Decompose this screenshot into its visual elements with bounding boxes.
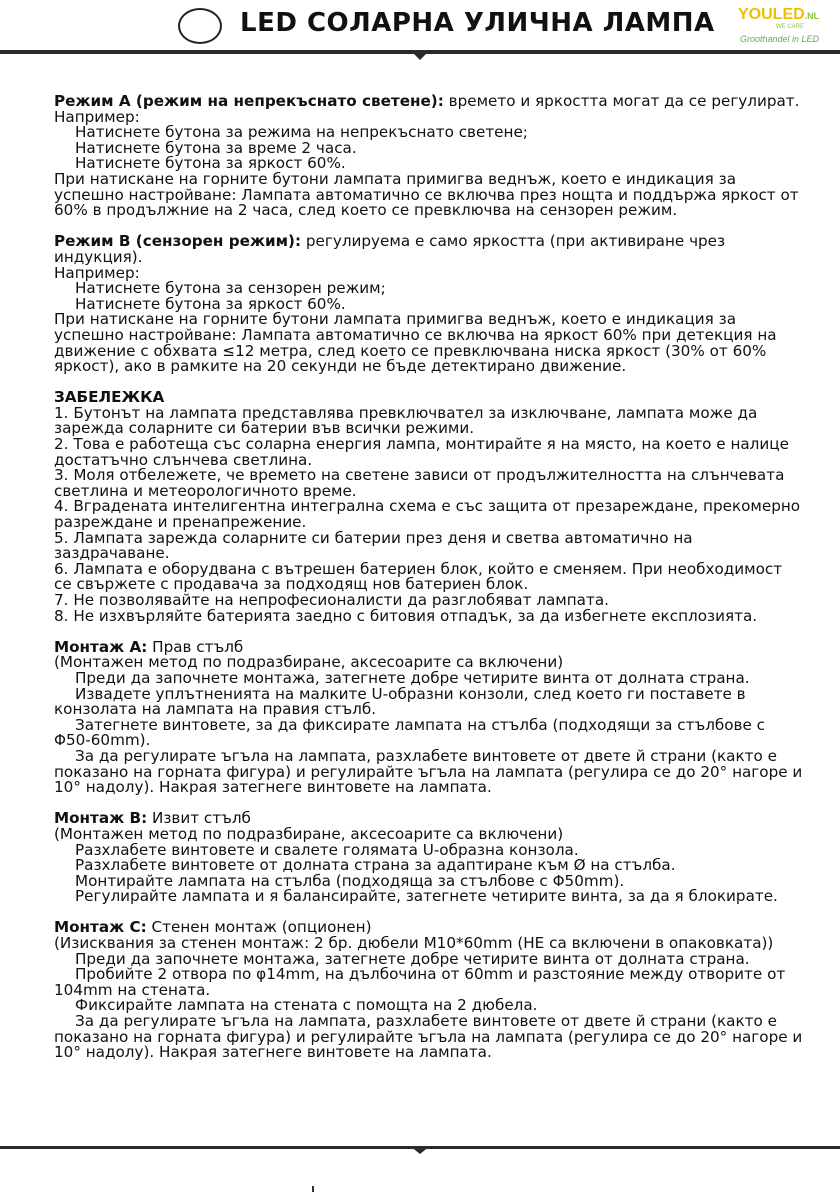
mode-a-example-label: Например:: [54, 107, 140, 126]
mount-c-step: [54, 1014, 804, 1061]
mode-b-example-label: Например:: [54, 263, 140, 282]
note-item: 2. Това е работеща със соларна енергия лампа, монтирайте я на място, на което е налице достатъчно слънчева светлина.: [54, 435, 789, 469]
note-item: 1. Бутонът на лампата представлява превключвател за изключване, лампата може да зарежда соларните си батерии във всички режими.: [54, 403, 758, 438]
mount-a-step: [54, 715, 804, 750]
mode-a-intro: [54, 94, 804, 110]
mount-a-step: [54, 684, 804, 719]
mode-a-result: При натискане на горните бутони лампата примигва веднъж, което е индикация за успешно настройване: Лампата автоматично се включва през нощта и поддържа яркост от 60% в продължние на 2 часа, след което се превключва на сензорен режим.: [54, 169, 799, 220]
mode-b-intro: [54, 234, 804, 265]
mount-b-heading: Монтаж В:: [54, 809, 148, 828]
mode-a-intro-text: времето и яркостта могат да се регулират.: [443, 92, 800, 110]
logo-wordmark: [738, 6, 819, 24]
youled-logo: [738, 4, 834, 48]
note-item: 6. Лампата е оборудвана с вътрешен батериен блок, който е сменяем. При необходимост се свържете с продавача за подходящ нов батериен блок.: [54, 559, 783, 594]
mount-c-step: Фиксирайте лампата на стената с помощта на 2 дюбела.: [75, 996, 538, 1015]
oval-mark: [178, 8, 222, 44]
note-item: 7. Не позволявайте на непрофесионалисти да разглобяват лампата.: [54, 591, 609, 609]
mode-a-step: Натиснете бутона за яркост 60%.: [75, 154, 346, 173]
note-item: 3. Моля отбележете, че времето на светене зависи от продължителността на слънчевата светлина и метеорологичното време.: [54, 466, 785, 500]
mount-b-step: Разхлабете винтовете и свалете голямата U-образна конзола.: [75, 840, 579, 859]
mode-b-intro-text: регулируема е само яркостта (при активиране чрез индукция).: [54, 232, 726, 266]
notes-heading: ЗАБЕЛЕЖКА: [54, 388, 165, 407]
header-notch: [410, 50, 430, 60]
logo-tld: .NL: [804, 11, 820, 21]
mode-a-step: Натиснете бутона за време 2 часа.: [75, 138, 357, 157]
logo-name: YOULED: [738, 6, 805, 23]
page-title: LED СОЛАРНА УЛИЧНА ЛАМПА: [240, 8, 715, 38]
mount-c-method: (Изисквания за стенен монтаж: 2 бр. дюбели M10*60mm (НЕ са включени в опаковката)): [54, 934, 774, 953]
mount-b-step-text: Регулирайте лампата и я балансирайте, затегнете четирите винта, за да я блокирате.: [75, 887, 778, 906]
mode-b-result: При натискане на горните бутони лампата примигва веднъж, което е индикация за успешно настройване: Лампата автоматично се включва на яркост 60% при детекция на движение с обхвата ≤12 метра, след което се превключвана ниска яркост (30% от 60% яркост), ако в рамките на 20 секунди не бъде детектирано движение.: [54, 310, 777, 376]
mount-b-step: [54, 889, 804, 905]
note-item: 5. Лампата зарежда соларните си батерии през деня и светва автоматично на заздрачаване.: [54, 528, 693, 563]
note-item: 4. Вградената интелигентна интегрална схема е със защита от презареждане, прекомерно разреждане и пренапрежение.: [54, 497, 801, 532]
mode-b-step: Натиснете бутона за яркост 60%.: [75, 294, 346, 313]
mount-c-step-text: За да регулирате ъгъла на лампата, разхлабете винтовете от двете й страни (както е показано на горната фигура) и регулирайте ъгъла на лампата (регулира се до 20° нагоре и 10° надолу). Накрая затегнеге винтовете на лампата.: [54, 1012, 803, 1062]
mount-c-step: Преди да започнете монтажа, затегнете добре четирите винта от долната страна.: [75, 949, 750, 968]
page-header: [0, 0, 840, 56]
mount-b-step: Монтирайте лампата на стълба (подходяща за стълбове с Φ50mm).: [75, 871, 625, 890]
mount-a-heading: Монтаж А:: [54, 637, 148, 656]
mount-a-step-text: Затегнете винтовете, за да фиксирате лампата на стълба (подходящи за стълбове с Φ50-60mm).: [54, 715, 766, 750]
mount-a-step-text: За да регулирате ъгъла на лампата, разхлабете винтовете от двете й страни (както е показано на горната фигура) и регулирайте ъгъла на лампата (регулира се до 20° нагоре и 10° надолу). Накрая затегнеге винтовете на лампата.: [54, 746, 803, 797]
mount-b-step: Разхлабете винтовете от долната страна за адаптиране към Ø на стълба.: [75, 856, 676, 875]
logo-tagline: Groothandel in LED: [740, 34, 820, 44]
mount-a-step-text: Преди да започнете монтажа, затегнете добре четирите винта от долната страна.: [75, 668, 750, 687]
document-body: [54, 94, 804, 1061]
note-item: 8. Не изхвърляйте батерията заедно с битовия отпадък, за да избегнете експлозията.: [54, 606, 758, 625]
mount-a-subtitle: Прав стълб: [147, 637, 244, 656]
page-tick-mark: [312, 1186, 314, 1192]
mode-b-step: Натиснете бутона за сензорен режим;: [75, 279, 386, 298]
mount-c-subtitle: Стенен монтаж (опционен): [146, 918, 372, 937]
mount-a-method: (Монтажен метод по подразбиране, аксесоарите са включени): [54, 653, 564, 672]
logo-care: WE CARE: [776, 24, 805, 30]
mount-c-step: [54, 967, 804, 998]
mount-a-step-text: Извадете уплътненията на малките U-образни конзоли, след което ги поставете в конзолата на лампата на правия стълб.: [54, 684, 746, 719]
mount-c-step-text: Пробийте 2 отвора по φ14mm, на дълбочина от 60mm и разстояние между отворите от 104mm на стената.: [54, 965, 786, 999]
mode-b-heading: Режим В (сензорен режим):: [54, 232, 302, 251]
mode-a-step: Натиснете бутона за режима на непрекъснато светене;: [75, 123, 528, 142]
mode-a-heading: Режим А (режим на непрекъснато светене):: [54, 92, 444, 110]
footer-notch: [410, 1146, 430, 1154]
mount-c-heading: Монтаж С:: [54, 918, 147, 937]
mount-b-subtitle: Извит стълб: [147, 809, 251, 828]
mount-a-step: [54, 746, 804, 797]
mount-b-method: (Монтажен метод по подразбиране, аксесоарите са включени): [54, 824, 564, 843]
